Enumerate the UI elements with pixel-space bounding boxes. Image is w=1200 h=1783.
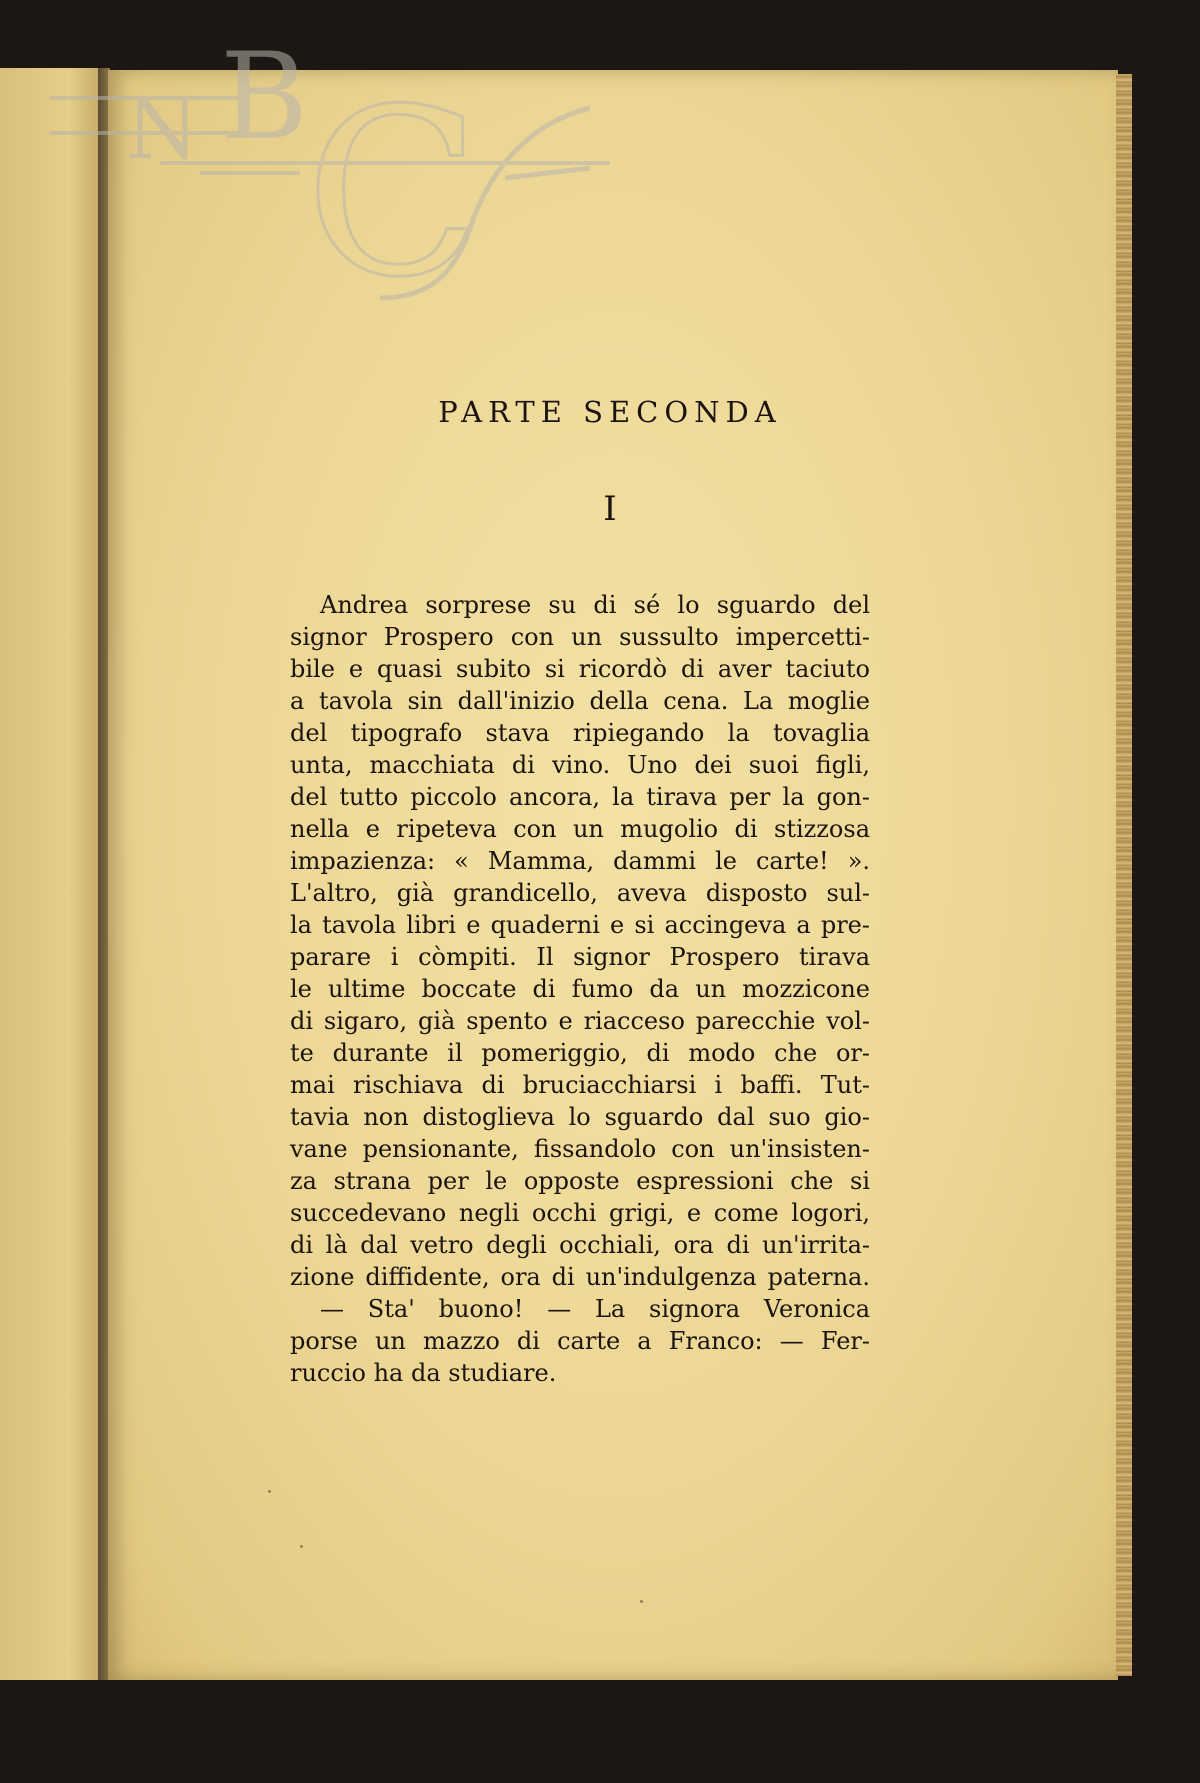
watermark-letter-c: C <box>305 61 481 328</box>
text-line: a tavola sin dall'inizio della cena. La moglie <box>290 687 870 715</box>
text-line: signor Prospero con un sussulto impercetti- <box>290 623 870 651</box>
text-line: ruccio ha da studiare. <box>290 1359 557 1387</box>
chapter-number: I <box>603 489 617 529</box>
paper-speck <box>268 1490 271 1493</box>
text-line: Andrea sorprese su di sé lo sguardo del <box>320 591 870 619</box>
library-watermark-logo <box>50 28 710 328</box>
text-line: — Sta' buono! — La signora Veronica <box>320 1295 870 1323</box>
paragraph-2 <box>290 1293 870 1389</box>
text-line: nella e ripeteva con un mugolio di stizzosa <box>290 815 870 843</box>
page-content <box>290 395 870 1389</box>
watermark-letter-b: B <box>220 28 309 167</box>
part-title: PARTE SECONDA <box>438 395 782 429</box>
text-line: bile e quasi subito si ricordò di aver taciuto <box>290 655 870 683</box>
text-line: impazienza: « Mamma, dammi le carte! ». <box>290 847 870 875</box>
text-line: succedevano negli occhi grigi, e come logori, <box>290 1199 870 1227</box>
text-line: L'altro, già grandicello, aveva disposto sul- <box>290 879 870 907</box>
text-line: unta, macchiata di vino. Uno dei suoi figli, <box>290 751 870 779</box>
text-line: del tutto piccolo ancora, la tirava per la gon- <box>290 783 870 811</box>
text-line: la tavola libri e quaderni e si accingeva a pre- <box>290 911 870 939</box>
paper-speck <box>300 1545 303 1548</box>
text-line: te durante il pomeriggio, di modo che or- <box>290 1039 870 1067</box>
text-line: di sigaro, già spento e riacceso parecchie vol- <box>290 1007 870 1035</box>
paper-speck <box>640 1600 643 1603</box>
page-edge <box>1116 74 1132 1676</box>
text-line: zione diffidente, ora di un'indulgenza paterna. <box>290 1263 870 1291</box>
text-line: di là dal vetro degli occhiali, ora di un'irrita- <box>290 1231 870 1259</box>
text-line: mai rischiava di bruciacchiarsi i baffi. Tut- <box>290 1071 870 1099</box>
text-line: le ultime boccate di fumo da un mozzicone <box>290 975 870 1003</box>
text-line: del tipografo stava ripiegando la tovaglia <box>290 719 870 747</box>
text-line: tavia non distoglieva lo sguardo dal suo gio- <box>290 1103 870 1131</box>
watermark-letter-n: N <box>125 80 200 179</box>
text-line: za strana per le opposte espressioni che si <box>290 1167 870 1195</box>
paragraph-1 <box>290 589 870 1293</box>
text-line: vane pensionante, fissandolo con un'insisten- <box>290 1135 870 1163</box>
text-line: parare i còmpiti. Il signor Prospero tirava <box>290 943 870 971</box>
text-line: porse un mazzo di carte a Franco: — Fer- <box>290 1327 870 1355</box>
